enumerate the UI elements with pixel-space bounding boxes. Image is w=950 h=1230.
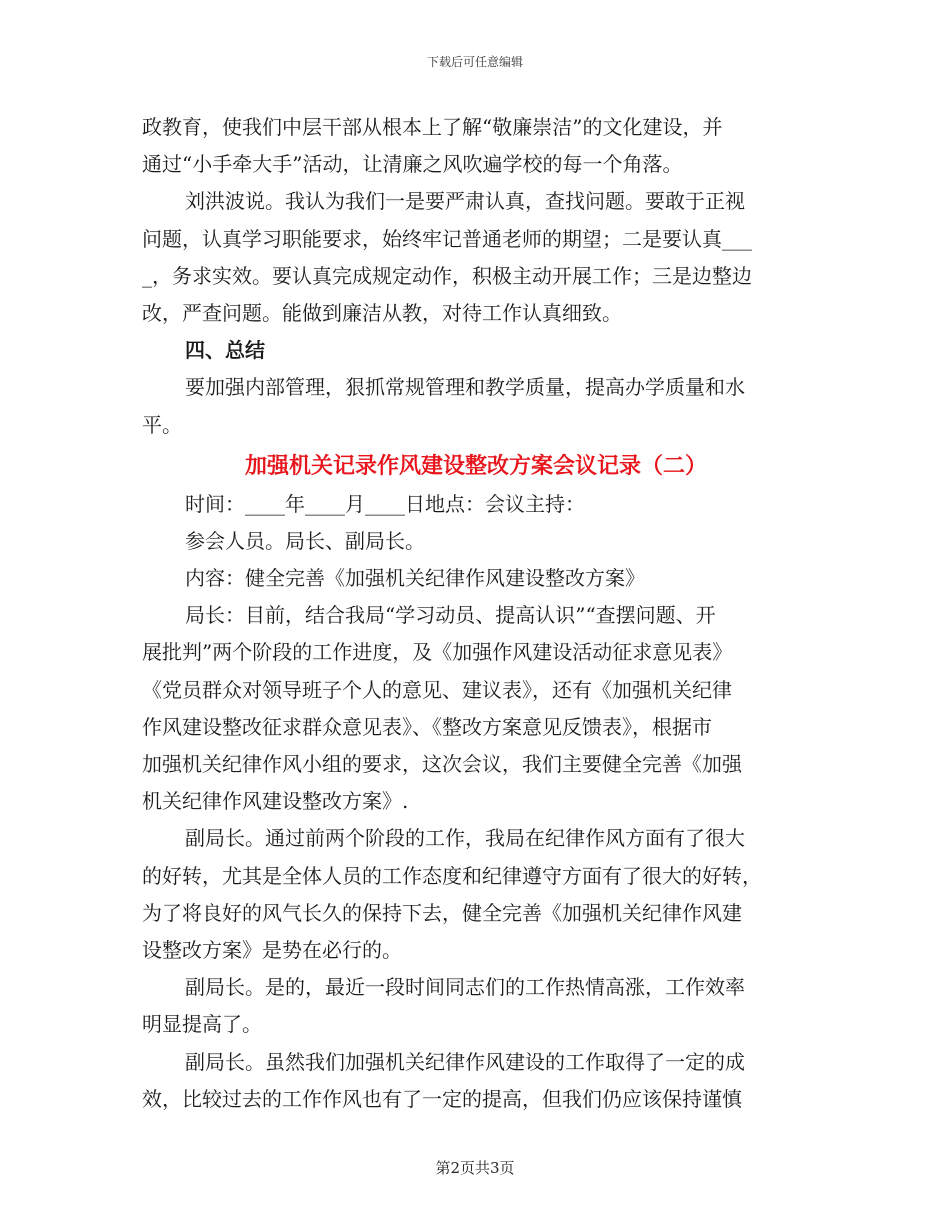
text-line: 加强机关纪律作风小组的要求，这次会议，我们主要健全完善《加强 bbox=[142, 752, 742, 776]
page-header-note: 下载后可任意编辑 bbox=[426, 55, 523, 69]
text-line: 的好转，尤其是全体人员的工作态度和纪律遵守方面有了很大的好转， bbox=[142, 863, 762, 888]
text-line: _，务求实效。要认真完成规定动作，积极主动开展工作；三是边整边 bbox=[142, 263, 752, 288]
text-line: 刘洪波说。我认为我们一是要严肃认真，查找问题。要敢于正视 bbox=[185, 189, 745, 214]
text-line: 机关纪律作风建设整改方案》. bbox=[142, 789, 409, 814]
text-line: 改，严查问题。能做到廉洁从教，对待工作认真细致。 bbox=[142, 300, 622, 325]
text-line: 明显提高了。 bbox=[142, 1012, 262, 1037]
text-line: 内容：健全完善《加强机关纪律作风建设整改方案》 bbox=[185, 566, 645, 591]
text-line: 为了将良好的风气长久的保持下去，健全完善《加强机关纪律作风建 bbox=[142, 900, 742, 925]
text-line: 通过“小手牵大手”活动，让清廉之风吹遍学校的每一个角落。 bbox=[142, 152, 683, 177]
section-heading: 四、总结 bbox=[185, 338, 265, 363]
section-title: 加强机关记录作风建设整改方案会议记录（二） bbox=[244, 452, 707, 479]
text-line: 政教育，使我们中层干部从根本上了解“敬廉崇洁”的文化建设，并 bbox=[142, 115, 723, 139]
text-line: 问题，认真学习职能要求，始终牢记普通老师的期望；二是要认真___ bbox=[142, 226, 752, 251]
document-body bbox=[142, 109, 810, 1118]
text-line: 副局长。通过前两个阶段的工作，我局在纪律作风方面有了很大 bbox=[185, 826, 745, 851]
text-line: 效，比较过去的工作作风也有了一定的提高，但我们仍应该保持谨慎 bbox=[142, 1086, 742, 1111]
text-line: 副局长。虽然我们加强机关纪律作风建设的工作取得了一定的成 bbox=[185, 1049, 745, 1074]
text-line: 要加强内部管理，狠抓常规管理和教学质量，提高办学质量和水 bbox=[185, 375, 745, 400]
text-line: 展批判”两个阶段的工作进度，及《加强作风建设活动征求意见表》 bbox=[142, 640, 733, 665]
text-line: 时间：____年____月____日地点：会议主持： bbox=[185, 491, 585, 516]
text-line: 参会人员。局长、副局长。 bbox=[185, 528, 425, 553]
text-line: 《党员群众对领导班子个人的意见、建议表》，还有《加强机关纪律 bbox=[142, 677, 732, 702]
text-line: 局长：目前，结合我局“学习动员、提高认识”“查摆问题、开 bbox=[185, 603, 716, 628]
text-line: 平。 bbox=[142, 412, 182, 437]
text-line: 作风建设整改征求群众意见表》、《整改方案意见反馈表》，根据市 bbox=[142, 714, 712, 739]
text-line: 设整改方案》是势在必行的。 bbox=[142, 937, 402, 962]
text-line: 副局长。是的，最近一段时间同志们的工作热情高涨，工作效率 bbox=[185, 975, 745, 1000]
page-number: 第2页共3页 bbox=[435, 1159, 515, 1177]
